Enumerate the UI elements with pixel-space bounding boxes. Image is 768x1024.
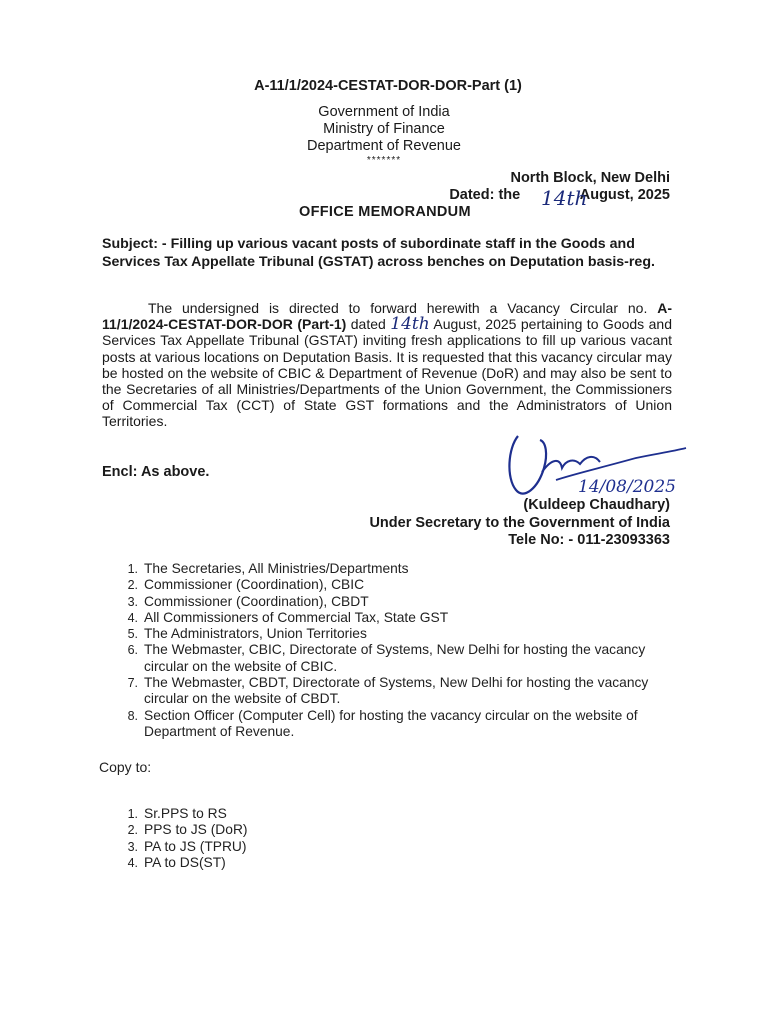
enclosure-line: Encl: As above. bbox=[102, 464, 210, 480]
list-item: 2. Commissioner (Coordination), CBIC bbox=[127, 577, 365, 593]
government-line: Government of India bbox=[318, 104, 450, 120]
handwritten-date: 14th bbox=[541, 186, 588, 210]
place-line: North Block, New Delhi bbox=[510, 170, 670, 186]
list-item: 3. Commissioner (Coordination), CBDT bbox=[127, 593, 369, 609]
department-line: Department of Revenue bbox=[307, 138, 461, 154]
handwritten-day: 14th bbox=[390, 314, 430, 335]
body-part1: The undersigned is directed to forward herewith a Vacancy Circular no. bbox=[148, 300, 658, 316]
list-item: 1. The Secretaries, All Ministries/Departments bbox=[127, 561, 409, 576]
distribution-list bbox=[104, 561, 664, 740]
list-item: 7. The Webmaster, CBDT, Directorate of Systems, New Delhi for hosting the vacancy circular on the website of CBDT. bbox=[127, 675, 649, 707]
subject-text: Subject: - Filling up various vacant posts of subordinate staff in the Goods and Services Tax Appellate Tribunal (GSTAT) across benches on Deputation basis-reg. bbox=[102, 236, 655, 270]
dated-prefix: Dated: the bbox=[449, 187, 521, 203]
list-item: 8. Section Officer (Computer Cell) for hosting the vacancy circular on the website of Department of Revenue. bbox=[127, 707, 638, 739]
list-item: 4. PA to DS(ST) bbox=[127, 854, 226, 870]
body-part3: August, 2025 pertaining to Goods and Services Tax Appellate Tribunal (GSTAT) inviting fresh applications to fill up various vacant posts at various locations on Deputation Basis. It is requested that this vacancy circular may be hosted on the website of CBIC & Department of Revenue (DoR) and may also be sent to the Secretaries of all Ministries/Departments of the Union Government, the Commissioners of Commercial Tax (CCT) of State GST formations and the Administrators of Union Territories. bbox=[102, 316, 672, 430]
dated-suffix: August, 2025 bbox=[579, 187, 670, 203]
list-item: 3. PA to JS (TPRU) bbox=[127, 838, 247, 854]
signature-date: 14/08/2025 bbox=[578, 477, 676, 497]
signatory-designation: Under Secretary to the Government of India bbox=[369, 514, 670, 531]
body-part2: dated bbox=[346, 316, 391, 333]
circular-number: A-11/1/2024-CESTAT-DOR-DOR (Part-1) bbox=[102, 300, 672, 333]
signatory-name: (Kuldeep Chaudhary) bbox=[523, 497, 670, 513]
separator-stars: ******* bbox=[366, 155, 402, 166]
signatory-telephone: Tele No: - 011-23093363 bbox=[508, 532, 670, 548]
list-item: 5. The Administrators, Union Territories bbox=[127, 626, 367, 642]
list-item: 1. Sr.PPS to RS bbox=[127, 806, 227, 821]
copy-to-label: Copy to: bbox=[99, 759, 152, 775]
list-item: 4. All Commissioners of Commercial Tax, State GST bbox=[127, 609, 449, 625]
ministry-line: Ministry of Finance bbox=[323, 121, 445, 137]
copy-to-list bbox=[104, 806, 664, 871]
list-item: 6. The Webmaster, CBIC, Directorate of Systems, New Delhi for hosting the vacancy circular on the website of CBIC. bbox=[127, 642, 646, 674]
body-paragraph bbox=[102, 300, 672, 430]
memo-title: OFFICE MEMORANDUM bbox=[299, 204, 471, 220]
list-item: 2. PPS to JS (DoR) bbox=[127, 822, 248, 838]
reference-number: A-11/1/2024-CESTAT-DOR-DOR-Part (1) bbox=[254, 78, 522, 94]
signatory-block bbox=[369, 497, 670, 550]
